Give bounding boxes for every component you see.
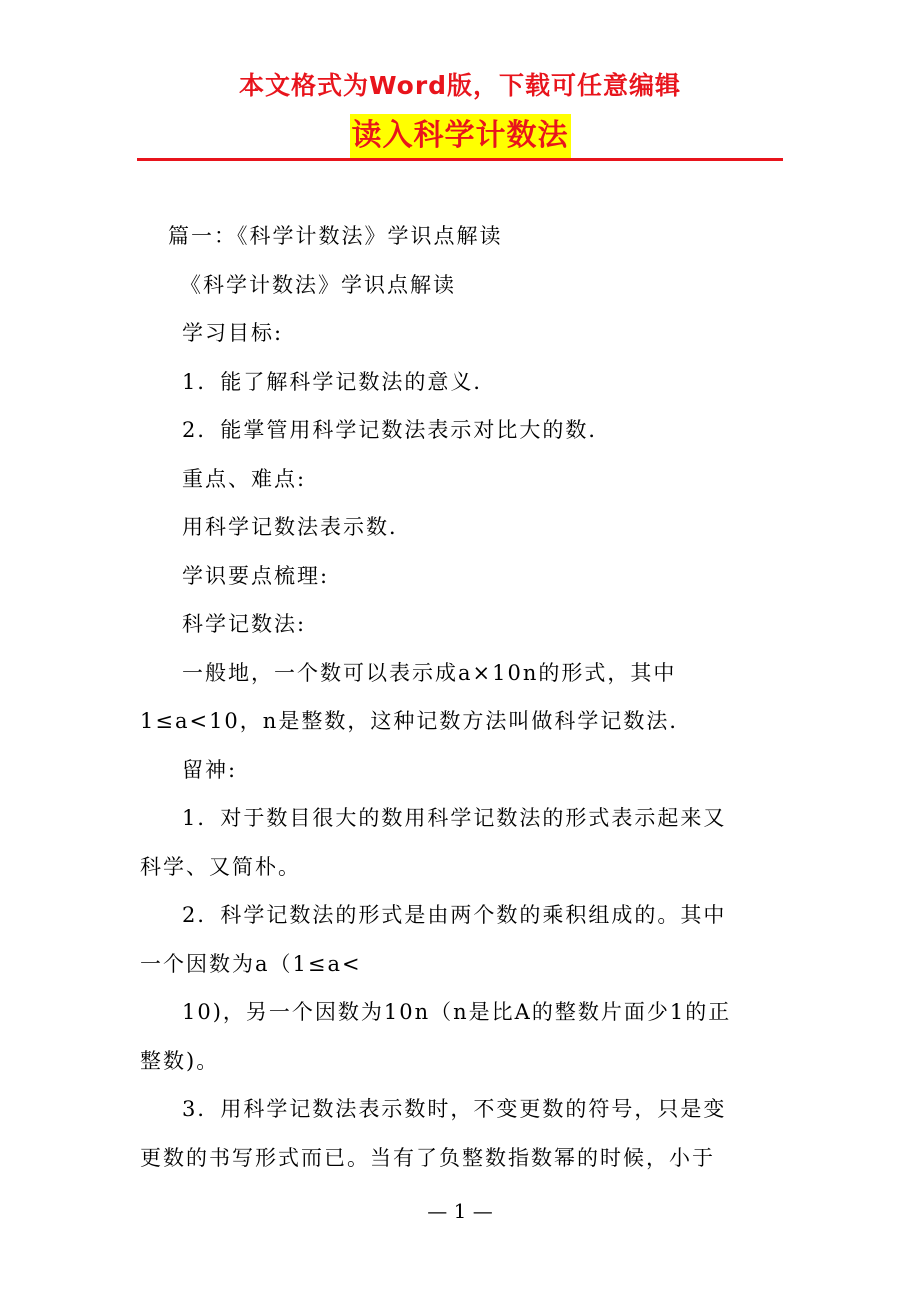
paragraph: 1．对于数目很大的数用科学记数法的形式表示起来又: [182, 806, 727, 830]
title-container: [0, 114, 920, 158]
subsection-heading: 《科学计数法》学识点解读: [180, 272, 456, 297]
paragraph: 科学记数法:: [182, 612, 307, 636]
format-notice: 本文格式为Word版，下载可任意编辑: [238, 71, 682, 100]
section-heading: 篇一：《科学计数法》学识点解读: [168, 224, 503, 248]
paragraph-continuation: 更数的书写形式而已。当有了负整数指数幂的时候，小于: [140, 1145, 715, 1170]
paragraph: 留神:: [182, 757, 238, 782]
paragraph: 学习目标:: [182, 321, 284, 345]
document-body: [140, 212, 780, 1182]
paragraph-continuation: 一个因数为a（1≤a<: [140, 951, 362, 976]
paragraph: 学识要点梳理:: [182, 563, 330, 588]
paragraph: 重点、难点:: [182, 466, 307, 491]
paragraph-continuation: 整数)。: [140, 1048, 220, 1073]
paragraph: 10)，另一个因数为10n（n是比A的整数片面少1的正: [182, 1000, 732, 1024]
header-divider: [137, 158, 783, 161]
paragraph-continuation: 1≤a<10，n是整数，这种记数方法叫做科学记数法．: [140, 709, 693, 733]
paragraph: 一般地，一个数可以表示成a×10n的形式，其中: [182, 660, 677, 685]
paragraph: 2．能掌管用科学记数法表示对比大的数．: [182, 418, 612, 442]
document-title: 读入科学计数法: [350, 114, 571, 158]
paragraph: 2．科学记数法的形式是由两个数的乘积组成的。其中: [182, 903, 727, 927]
paragraph: 1．能了解科学记数法的意义．: [182, 369, 497, 394]
paragraph-continuation: 科学、又简朴。: [140, 854, 301, 879]
page-number: — 1 —: [427, 1199, 493, 1223]
paragraph: 用科学记数法表示数．: [182, 515, 412, 539]
paragraph: 3．用科学记数法表示数时，不变更数的符号，只是变: [182, 1097, 727, 1121]
